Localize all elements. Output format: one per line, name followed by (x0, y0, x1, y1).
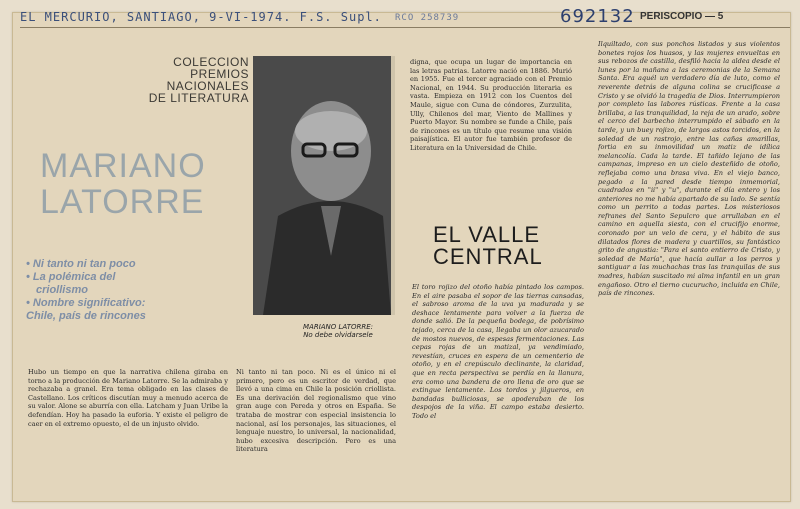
excerpt-headline (433, 224, 573, 268)
series-title-line: NACIONALES (166, 79, 249, 93)
section-label: PERISCOPIO — 5 (640, 11, 724, 22)
handwritten-source-note: EL MERCURIO, SANTIAGO, 9-VI-1974. F.S. Supl. (20, 10, 382, 24)
photo-caption (280, 323, 396, 339)
author-name-line: MARIANO (40, 147, 206, 185)
article-column-2: Ni tanto ni tan poco. Ni es el único ni el primero, pero es un escritor de verdad, que llevó a una cima en Chile la posición criollista. Es una derivación del regionalismo que vino gran auge con Pereda y otros en España. Se trataba de mostrar con especial insistencia lo nacional, así los personajes, las situaciones, el lenguaje nuestro, lo universal, la nacionalidad, hubo excesiva descripción. Pero es una literatura (236, 368, 396, 454)
article-highlights (26, 258, 236, 323)
article-column-3: digna, que ocupa un lugar de importancia en las letras patrias. Latorre nació en 1886. Murió en 1955. Fue el tercer agraciado con el Premio Nacional, en 1944. Su producción literaria es vasta. Empieza en 1912 con los Cuentos del Maule, sigue con Cuna de cóndores, Zurzulita, Ully, Chilenos del mar, Viento de Mallines y Puerto Mayor. Su nombre se funde a Chile, país de rincones es un título que resume una visión paisajística. El autor fue también profesor de Literatura en la Universidad de Chile. (410, 58, 572, 152)
highlight-item: • Nombre significativo: (26, 297, 146, 309)
header-rule (20, 27, 790, 28)
excerpt-column-2: Ilquiltado, con sus ponchos listados y sus violentos bonetes rojos los huasos, y las mujeres envueltas en sus rebozos de castilla, desfiló hacia la aldea desde el lunes por la mañana a las ceremonias de la Semana Santa. Era aquél un verdadero día de luto, como el reverente detrás de alguna colina se crucificase a Cristo y se olvidó la tragedia de Dios. Interrumpieron por completo las labores rústicas. Frente a la casa brillaba, a las tranquilidad, la reja de un arado, sobre el cerco del barbecho interrumpido el sábado en la tarde, y un buey rojizo, de largos astos torcidos, en la soledad de un rastrojo, entre las cañas amarillas, fortia en su inmovilidad un matiz de idílica melancolía. Cada la tarde. El tañido lejano de las campanas, impreso en un cielo desteñido de otoño, reflejaba como una brasa viva. En el viejo banco, pegado a la pared desde tiempo inmemorial, cuadrados en "ii" y "u", durante el día entero y los anteriores no me había apartado de su lado. Se sentía como un perrito a todas partes. Los misteriosos refranes del Santo Sepulcro que arrullaban en el camino en aquella siesta, con el crucifijo enorme, coronado por un velo de cera, y el hábito de sus dilatados flores de madera y cuartillos, su fantástico grito de angustia: "Para el santo entierro de Cristo, y soledad de María", que hacía aullar a los perros y santiguar a las muchachas tras las tranquilas de sus madres, habían suscitado mi alma infantil en un gran engañoso. Otro el tierno cucurucho, incluida en Chile, país de rincones. (598, 40, 780, 298)
series-title-line: DE LITERATURA (148, 91, 249, 105)
article-column-1: Hubo un tiempo en que la narrativa chilena giraba en torno a la producción de Mariano Latorre. Se la admiraba y rechazaba a granel. Era tema obligado en las clases de Castellano. Los críticos discutían muy a menudo acerca de su valor. Alone se aburría con ella. Latcham y Juan Uribe la defendían. Hoy ha pasado la euforia. Y existe el peligro de caer en el extremo opuesto, el de un injusto olvido. (28, 368, 228, 428)
author-name-line: LATORRE (40, 183, 205, 221)
headline-line: CENTRAL (433, 244, 543, 269)
author-name (40, 148, 206, 220)
highlight-item: • Ni tanto ni tan poco (26, 258, 136, 270)
archive-stamp: RCO 258739 (395, 13, 460, 23)
caption-line: MARIANO LATORRE: (303, 323, 373, 331)
handwritten-ref-number: 692132 (560, 6, 635, 27)
excerpt-column-1: El toro rojizo del otoño había pintado los campos. En el aire pasaba el sopor de las tierras cansadas, el sabroso aroma de la uva ya madurada y se deshace lentamente para volver a la fuerza de donde salió. De la pequeña bodega, de pobrísimo tejado, cerca de la casa, llegaba un olor azucarado de mostos nuevos, de espesas fermentaciones. Las cepas rojas de un matizal, ya vendimiado, revestían, cruces en espera de un cementerio de otoño, y en el crepúsculo declinante, la claridad, que en recta perspectiva se perdía en la llanura, era como una bandera de oro llena de oro que se extingue lentamente. Los tordos y jilgueros, en bandadas bulliciosas, se apoderaban de los despojos de la viña. El campo estaba desierto. Todo el (412, 283, 584, 420)
caption-line: No debe olvidarsele (303, 331, 373, 339)
series-title-line: COLECCION (173, 55, 249, 69)
highlight-item: criollismo (36, 284, 88, 296)
headline-line: EL VALLE (433, 222, 541, 247)
author-portrait-photo (253, 56, 395, 315)
highlight-item: Chile, país de rincones (26, 310, 146, 322)
series-title-line: PREMIOS (190, 67, 249, 81)
series-title (125, 56, 249, 104)
portrait-illustration (253, 56, 391, 315)
highlight-item: • La polémica del (26, 271, 116, 283)
